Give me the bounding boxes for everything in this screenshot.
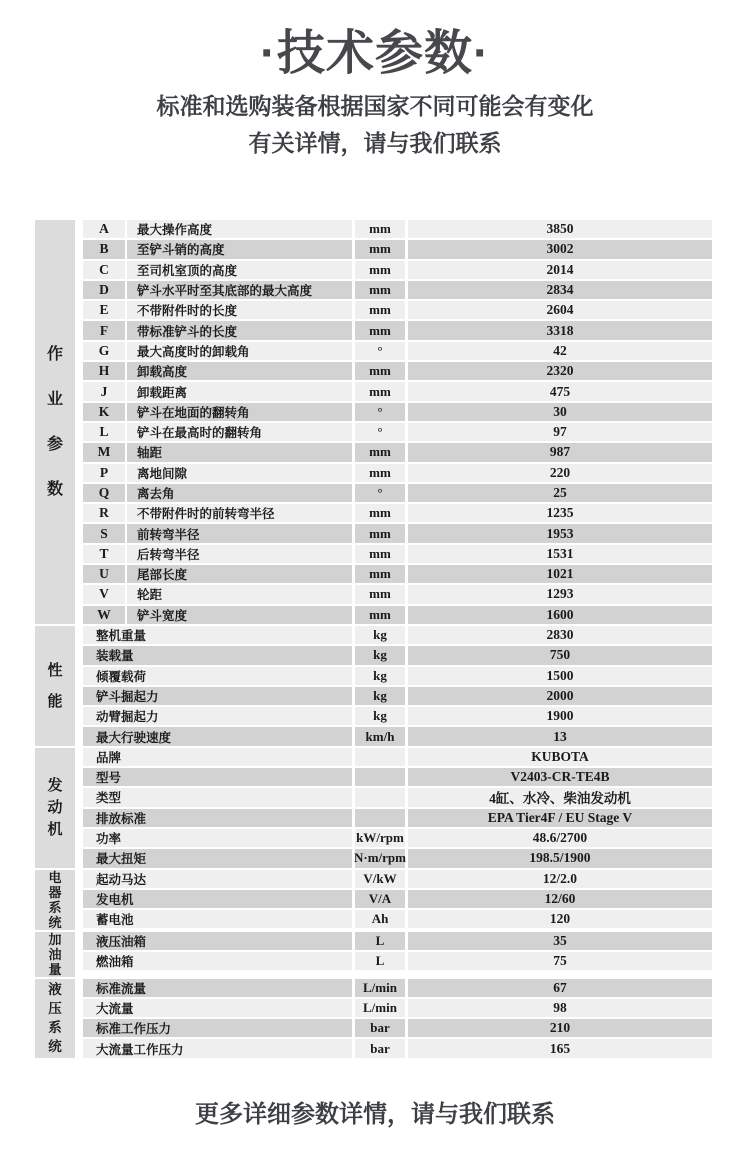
row-value: 3850 (408, 220, 712, 238)
row-value: 97 (408, 423, 712, 441)
row-value: V2403-CR-TE4B (408, 768, 712, 786)
row-unit (355, 748, 405, 766)
row-main-cell (83, 829, 352, 847)
row-letter: W (83, 606, 125, 624)
row-name: 起动马达 (83, 870, 352, 888)
table-row (83, 240, 712, 258)
row-unit: mm (355, 220, 405, 238)
row-name: 大流量工作压力 (83, 1039, 352, 1057)
row-main-cell (83, 464, 352, 482)
table-row (83, 504, 712, 522)
row-value: 1021 (408, 565, 712, 583)
row-letter: T (83, 545, 125, 563)
row-unit (355, 809, 405, 827)
row-unit: ° (355, 403, 405, 421)
row-letter: B (83, 240, 125, 258)
group-label: 液压系统 (48, 982, 62, 1055)
row-unit: mm (355, 504, 405, 522)
group-label: 作业参数 (46, 345, 63, 498)
row-value: 30 (408, 403, 712, 421)
spec-section (35, 932, 712, 979)
table-row (83, 667, 712, 685)
row-main-cell (83, 606, 352, 624)
row-unit: bar (355, 1019, 405, 1037)
table-row (83, 646, 712, 664)
row-unit: mm (355, 281, 405, 299)
row-main-cell (83, 281, 352, 299)
row-name: 带标准铲斗的长度 (127, 321, 352, 339)
section-rows (83, 220, 712, 626)
row-unit: mm (355, 606, 405, 624)
row-main-cell (83, 979, 352, 997)
table-row (83, 890, 712, 908)
row-value: 3318 (408, 321, 712, 339)
row-value: 1531 (408, 545, 712, 563)
row-name: 不带附件时的长度 (127, 301, 352, 319)
spec-section (35, 748, 712, 870)
row-unit: L/min (355, 979, 405, 997)
row-value: 120 (408, 910, 712, 928)
row-name: 最大行驶速度 (83, 727, 352, 745)
row-unit: mm (355, 545, 405, 563)
row-name: 轮距 (127, 585, 352, 603)
section-rows (83, 870, 712, 932)
table-row (83, 626, 712, 644)
row-main-cell (83, 1019, 352, 1037)
table-row (83, 606, 712, 624)
spec-section (35, 870, 712, 932)
table-row (83, 301, 712, 319)
row-letter: Q (83, 484, 125, 502)
row-name: 至铲斗销的高度 (127, 240, 352, 258)
row-main-cell (83, 748, 352, 766)
row-name: 装载量 (83, 646, 352, 664)
row-main-cell (83, 626, 352, 644)
row-unit: mm (355, 464, 405, 482)
row-unit: mm (355, 565, 405, 583)
spec-section (35, 979, 712, 1060)
row-value: 750 (408, 646, 712, 664)
table-row (83, 524, 712, 542)
row-letter: G (83, 342, 125, 360)
row-value: 2320 (408, 362, 712, 380)
row-unit: mm (355, 261, 405, 279)
row-name: 铲斗宽度 (127, 606, 352, 624)
row-name: 品牌 (83, 748, 352, 766)
page-header (0, 0, 750, 162)
row-name: 最大高度时的卸载角 (127, 342, 352, 360)
group-label: 发动机 (47, 776, 63, 838)
row-unit: kg (355, 707, 405, 725)
table-row (83, 809, 712, 827)
group-cell (35, 870, 75, 930)
subtitle-line-1: 标准和选购装备根据国家不同可能会有变化 (156, 93, 594, 119)
table-row (83, 768, 712, 786)
table-row (83, 707, 712, 725)
row-name: 类型 (83, 788, 352, 806)
table-row (83, 423, 712, 441)
row-main-cell (83, 382, 352, 400)
row-main-cell (83, 321, 352, 339)
row-name: 整机重量 (83, 626, 352, 644)
row-name: 最大操作高度 (127, 220, 352, 238)
row-letter: M (83, 443, 125, 461)
row-main-cell (83, 646, 352, 664)
row-name: 后转弯半径 (127, 545, 352, 563)
table-row (83, 261, 712, 279)
table-row (83, 403, 712, 421)
row-main-cell (83, 707, 352, 725)
row-unit (355, 768, 405, 786)
row-main-cell (83, 952, 352, 970)
row-name: 铲斗在最高时的翻转角 (127, 423, 352, 441)
row-value: 1293 (408, 585, 712, 603)
table-row (83, 932, 712, 950)
row-unit: ° (355, 342, 405, 360)
row-letter: P (83, 464, 125, 482)
row-letter: D (83, 281, 125, 299)
table-row (83, 870, 712, 888)
row-value: 2604 (408, 301, 712, 319)
spec-table (35, 220, 712, 1060)
row-name: 卸载距离 (127, 382, 352, 400)
row-unit: mm (355, 301, 405, 319)
section-rows (83, 932, 712, 979)
row-value: 198.5/1900 (408, 849, 712, 867)
spec-section (35, 220, 712, 626)
section-rows (83, 748, 712, 870)
table-row (83, 585, 712, 603)
row-main-cell (83, 362, 352, 380)
section-rows (83, 626, 712, 748)
page-title: ·技术参数· (260, 27, 490, 80)
row-name: 型号 (83, 768, 352, 786)
row-value: 2014 (408, 261, 712, 279)
table-row (83, 952, 712, 970)
row-main-cell (83, 342, 352, 360)
row-name: 铲斗水平时至其底部的最大高度 (127, 281, 352, 299)
row-unit: ° (355, 484, 405, 502)
row-main-cell (83, 687, 352, 705)
table-row (83, 979, 712, 997)
group-cell (35, 748, 75, 868)
group-cell (35, 932, 75, 977)
table-row (83, 1019, 712, 1037)
row-unit: L (355, 952, 405, 970)
row-value: 165 (408, 1039, 712, 1057)
row-main-cell (83, 261, 352, 279)
row-name: 大流量 (83, 999, 352, 1017)
table-row (83, 748, 712, 766)
row-unit: ° (355, 423, 405, 441)
row-name: 轴距 (127, 443, 352, 461)
row-main-cell (83, 999, 352, 1017)
row-value: EPA Tier4F / EU Stage V (408, 809, 712, 827)
row-name: 功率 (83, 829, 352, 847)
row-value: 12/60 (408, 890, 712, 908)
row-letter: E (83, 301, 125, 319)
row-value: 1600 (408, 606, 712, 624)
row-name: 铲斗掘起力 (83, 687, 352, 705)
row-value: 25 (408, 484, 712, 502)
row-value: 210 (408, 1019, 712, 1037)
row-main-cell (83, 1039, 352, 1057)
row-main-cell (83, 727, 352, 745)
row-unit: L/min (355, 999, 405, 1017)
row-main-cell (83, 870, 352, 888)
section-rows (83, 979, 712, 1060)
table-row (83, 443, 712, 461)
row-main-cell (83, 443, 352, 461)
table-row (83, 829, 712, 847)
row-name: 动臂掘起力 (83, 707, 352, 725)
row-name: 液压油箱 (83, 932, 352, 950)
group-label: 性能 (47, 661, 63, 710)
row-letter: K (83, 403, 125, 421)
row-letter: F (83, 321, 125, 339)
row-name: 发电机 (83, 890, 352, 908)
row-main-cell (83, 565, 352, 583)
table-row (83, 999, 712, 1017)
row-value: 1235 (408, 504, 712, 522)
row-main-cell (83, 423, 352, 441)
row-main-cell (83, 910, 352, 928)
row-letter: H (83, 362, 125, 380)
table-row (83, 687, 712, 705)
row-unit: km/h (355, 727, 405, 745)
row-unit: mm (355, 321, 405, 339)
row-value: 42 (408, 342, 712, 360)
row-value: 75 (408, 952, 712, 970)
row-value: 220 (408, 464, 712, 482)
row-unit: kg (355, 667, 405, 685)
row-unit: kg (355, 626, 405, 644)
table-row (83, 545, 712, 563)
row-value: 4缸、水冷、柴油发动机 (408, 788, 712, 806)
table-row (83, 1039, 712, 1057)
row-main-cell (83, 890, 352, 908)
row-main-cell (83, 788, 352, 806)
row-unit (355, 788, 405, 806)
row-letter: V (83, 585, 125, 603)
table-row (83, 565, 712, 583)
row-letter: L (83, 423, 125, 441)
table-row (83, 382, 712, 400)
row-value: 2830 (408, 626, 712, 644)
row-value: 98 (408, 999, 712, 1017)
row-name: 最大扭矩 (83, 849, 352, 867)
row-unit: L (355, 932, 405, 950)
group-cell (35, 626, 75, 746)
row-unit: mm (355, 524, 405, 542)
row-name: 燃油箱 (83, 952, 352, 970)
group-label: 电器系统 (48, 869, 62, 930)
row-name: 标准工作压力 (83, 1019, 352, 1037)
row-name: 倾覆载荷 (83, 667, 352, 685)
row-value: 48.6/2700 (408, 829, 712, 847)
row-unit: mm (355, 382, 405, 400)
row-main-cell (83, 504, 352, 522)
row-name: 离去角 (127, 484, 352, 502)
row-unit: kg (355, 646, 405, 664)
row-name: 蓄电池 (83, 910, 352, 928)
row-unit: mm (355, 443, 405, 461)
row-value: 13 (408, 727, 712, 745)
row-value: 67 (408, 979, 712, 997)
row-main-cell (83, 545, 352, 563)
group-label: 加油量 (48, 931, 62, 977)
row-main-cell (83, 240, 352, 258)
row-value: 2000 (408, 687, 712, 705)
table-row (83, 484, 712, 502)
row-main-cell (83, 849, 352, 867)
row-unit: mm (355, 362, 405, 380)
table-row (83, 220, 712, 238)
row-main-cell (83, 524, 352, 542)
row-name: 前转弯半径 (127, 524, 352, 542)
row-letter: C (83, 261, 125, 279)
row-value: 987 (408, 443, 712, 461)
row-name: 排放标准 (83, 809, 352, 827)
row-name: 离地间隙 (127, 464, 352, 482)
row-main-cell (83, 484, 352, 502)
table-row (83, 849, 712, 867)
row-unit: bar (355, 1039, 405, 1057)
row-value: 1953 (408, 524, 712, 542)
row-name: 标准流量 (83, 979, 352, 997)
row-value: 3002 (408, 240, 712, 258)
row-main-cell (83, 403, 352, 421)
table-row (83, 727, 712, 745)
row-unit: V/kW (355, 870, 405, 888)
row-name: 卸载高度 (127, 362, 352, 380)
row-main-cell (83, 585, 352, 603)
row-unit: V/A (355, 890, 405, 908)
row-value: 35 (408, 932, 712, 950)
table-row (83, 788, 712, 806)
table-row (83, 362, 712, 380)
row-value: 1500 (408, 667, 712, 685)
row-main-cell (83, 809, 352, 827)
table-row (83, 281, 712, 299)
row-letter: S (83, 524, 125, 542)
row-main-cell (83, 768, 352, 786)
row-main-cell (83, 932, 352, 950)
table-row (83, 464, 712, 482)
row-letter: A (83, 220, 125, 238)
row-letter: J (83, 382, 125, 400)
row-unit: kW/rpm (355, 829, 405, 847)
group-cell (35, 979, 75, 1058)
row-value: 475 (408, 382, 712, 400)
row-name: 至司机室顶的高度 (127, 261, 352, 279)
row-unit: N·m/rpm (355, 849, 405, 867)
row-unit: Ah (355, 910, 405, 928)
table-row (83, 342, 712, 360)
footer-note: 更多详细参数详情，请与我们联系 (195, 1100, 555, 1128)
row-value: 2834 (408, 281, 712, 299)
row-main-cell (83, 220, 352, 238)
row-letter: R (83, 504, 125, 522)
row-letter: U (83, 565, 125, 583)
row-unit: kg (355, 687, 405, 705)
row-value: 1900 (408, 707, 712, 725)
group-cell (35, 220, 75, 624)
spec-section (35, 626, 712, 748)
subtitle-line-2: 有关详情，请与我们联系 (248, 130, 502, 156)
table-row (83, 321, 712, 339)
row-unit: mm (355, 240, 405, 258)
row-main-cell (83, 667, 352, 685)
row-value: KUBOTA (408, 748, 712, 766)
row-name: 铲斗在地面的翻转角 (127, 403, 352, 421)
row-unit: mm (355, 585, 405, 603)
row-value: 12/2.0 (408, 870, 712, 888)
table-row (83, 910, 712, 928)
row-name: 不带附件时的前转弯半径 (127, 504, 352, 522)
row-main-cell (83, 301, 352, 319)
row-name: 尾部长度 (127, 565, 352, 583)
